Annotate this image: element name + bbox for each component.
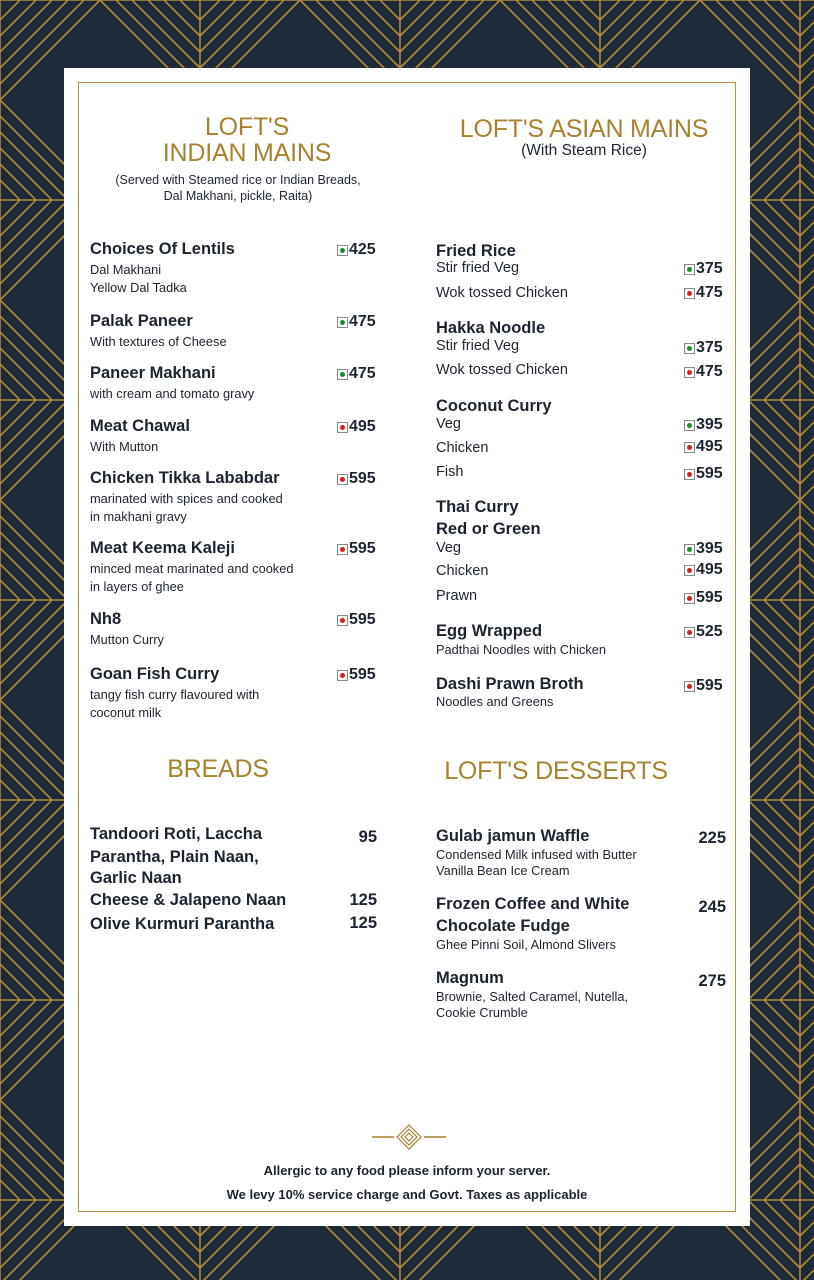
price-value: 595 bbox=[349, 540, 376, 557]
non-veg-indicator-icon bbox=[684, 442, 695, 453]
bread-item-name: Garlic Naan bbox=[90, 869, 182, 887]
price-value: 475 bbox=[696, 284, 723, 301]
asian-item-price bbox=[684, 540, 723, 558]
asian-item-option: Prawn bbox=[436, 588, 478, 604]
veg-indicator-icon bbox=[684, 544, 695, 555]
diamond-ornament-icon bbox=[370, 1124, 448, 1150]
asian-item-option: Fish bbox=[436, 464, 464, 480]
indian-mains-note-line2: Dal Makhani, pickle, Raita) bbox=[163, 189, 313, 203]
asian-item-name: Egg Wrapped bbox=[436, 622, 543, 640]
veg-indicator-icon bbox=[337, 317, 348, 328]
veg-indicator-icon bbox=[337, 245, 348, 256]
non-veg-indicator-icon bbox=[337, 615, 348, 626]
indian-item-name: Choices Of Lentils bbox=[90, 240, 235, 258]
indian-mains-heading-line1: LOFT'S bbox=[204, 113, 290, 141]
price-value: 375 bbox=[696, 260, 723, 277]
indian-item-desc: coconut milk bbox=[90, 705, 162, 720]
asian-item-price bbox=[684, 363, 723, 381]
asian-item-option: Stir fried Veg bbox=[436, 338, 520, 354]
asian-item-option: Chicken bbox=[436, 563, 489, 579]
indian-item-price bbox=[337, 611, 376, 629]
bread-item-name: Tandoori Roti, Laccha bbox=[90, 825, 263, 843]
price-value: 395 bbox=[696, 416, 723, 433]
non-veg-indicator-icon bbox=[684, 565, 695, 576]
price-value: 425 bbox=[349, 241, 376, 258]
price-value: 525 bbox=[696, 623, 723, 640]
price-value: 595 bbox=[696, 589, 723, 606]
indian-item-desc: With textures of Cheese bbox=[90, 334, 227, 349]
price-value: 595 bbox=[349, 666, 376, 683]
price-value: 125 bbox=[349, 891, 377, 909]
asian-item-name: Hakka Noodle bbox=[436, 319, 546, 337]
asian-item-price bbox=[684, 677, 723, 695]
price-value: 95 bbox=[358, 828, 377, 846]
asian-item-name-line2: Red or Green bbox=[436, 520, 541, 538]
indian-item-price bbox=[337, 540, 376, 558]
asian-item-price bbox=[684, 561, 723, 579]
indian-item-desc: in makhani gravy bbox=[90, 509, 187, 524]
dessert-item-name: Chocolate Fudge bbox=[436, 917, 570, 935]
non-veg-indicator-icon bbox=[337, 422, 348, 433]
dessert-item-desc: Ghee Pinni Soil, Almond Slivers bbox=[436, 937, 616, 952]
dessert-item-price bbox=[698, 972, 726, 991]
dessert-item-desc: Vanilla Bean Ice Cream bbox=[436, 863, 570, 878]
non-veg-indicator-icon bbox=[684, 367, 695, 378]
asian-item-option: Stir fried Veg bbox=[436, 260, 520, 276]
indian-item-name: Meat Chawal bbox=[90, 417, 190, 435]
price-value: 395 bbox=[696, 540, 723, 557]
asian-item-price bbox=[684, 465, 723, 483]
bread-item-price bbox=[349, 914, 377, 933]
non-veg-indicator-icon bbox=[684, 593, 695, 604]
asian-item-desc: Padthai Noodles with Chicken bbox=[436, 642, 607, 657]
non-veg-indicator-icon bbox=[337, 474, 348, 485]
asian-item-price bbox=[684, 589, 723, 607]
dessert-item-name: Magnum bbox=[436, 969, 504, 987]
indian-item-price bbox=[337, 666, 376, 684]
asian-item-option: Wok tossed Chicken bbox=[436, 362, 568, 378]
indian-item-price bbox=[337, 470, 376, 488]
bread-item-name: Cheese & Jalapeno Naan bbox=[90, 891, 287, 909]
price-value: 125 bbox=[349, 914, 377, 932]
indian-item-price bbox=[337, 418, 376, 436]
indian-item-desc: minced meat marinated and cooked bbox=[90, 561, 294, 576]
veg-indicator-icon bbox=[684, 420, 695, 431]
desserts-heading: LOFT'S DESSERTS bbox=[444, 757, 668, 785]
indian-mains-heading bbox=[78, 114, 416, 166]
indian-item-desc: Dal Makhani bbox=[90, 262, 162, 277]
bread-item-price bbox=[359, 828, 377, 847]
price-value: 375 bbox=[696, 339, 723, 356]
asian-mains-subheading: (With Steam Rice) bbox=[521, 142, 647, 159]
asian-item-option: Chicken bbox=[436, 440, 489, 456]
asian-item-price bbox=[684, 284, 723, 302]
indian-item-name: Goan Fish Curry bbox=[90, 665, 220, 683]
indian-item-desc: with cream and tomato gravy bbox=[90, 386, 255, 401]
indian-item-desc: With Mutton bbox=[90, 439, 159, 454]
indian-item-desc: in layers of ghee bbox=[90, 579, 184, 594]
dessert-item-name: Gulab jamun Waffle bbox=[436, 827, 590, 845]
non-veg-indicator-icon bbox=[684, 469, 695, 480]
asian-item-name: Coconut Curry bbox=[436, 397, 552, 415]
non-veg-indicator-icon bbox=[337, 670, 348, 681]
asian-item-option: Veg bbox=[436, 540, 461, 556]
asian-item-option: Veg bbox=[436, 416, 461, 432]
indian-item-name: Paneer Makhani bbox=[90, 364, 216, 382]
asian-item-price bbox=[684, 260, 723, 278]
asian-item-price bbox=[684, 339, 723, 357]
indian-item-price bbox=[337, 365, 376, 383]
bread-item-name: Olive Kurmuri Parantha bbox=[90, 915, 275, 933]
bread-item-price bbox=[349, 891, 377, 910]
price-value: 475 bbox=[349, 313, 376, 330]
allergy-notice: Allergic to any food please inform your server. bbox=[263, 1163, 551, 1178]
bread-item-name: Parantha, Plain Naan, bbox=[90, 848, 259, 866]
asian-item-name: Thai Curry bbox=[436, 498, 519, 516]
price-value: 245 bbox=[698, 898, 726, 916]
price-value: 225 bbox=[698, 829, 726, 847]
price-value: 595 bbox=[349, 470, 376, 487]
indian-item-name: Nh8 bbox=[90, 610, 122, 628]
indian-item-desc: marinated with spices and cooked bbox=[90, 491, 283, 506]
asian-mains-heading: LOFT'S ASIAN MAINS bbox=[459, 115, 709, 143]
price-value: 275 bbox=[698, 972, 726, 990]
price-value: 595 bbox=[696, 677, 723, 694]
indian-item-desc: Mutton Curry bbox=[90, 632, 164, 647]
dessert-item-desc: Condensed Milk infused with Butter bbox=[436, 847, 637, 862]
indian-item-name: Meat Keema Kaleji bbox=[90, 539, 235, 557]
dessert-item-price bbox=[698, 829, 726, 848]
non-veg-indicator-icon bbox=[337, 544, 348, 555]
price-value: 595 bbox=[696, 465, 723, 482]
non-veg-indicator-icon bbox=[684, 681, 695, 692]
veg-indicator-icon bbox=[684, 264, 695, 275]
price-value: 495 bbox=[349, 418, 376, 435]
indian-item-name: Chicken Tikka Lababdar bbox=[90, 469, 280, 487]
dessert-item-price bbox=[698, 898, 726, 917]
indian-item-name: Palak Paneer bbox=[90, 312, 193, 330]
asian-item-option: Wok tossed Chicken bbox=[436, 285, 568, 301]
indian-mains-heading-line2: INDIAN MAINS bbox=[162, 139, 332, 167]
asian-item-price bbox=[684, 416, 723, 434]
asian-item-price bbox=[684, 438, 723, 456]
price-value: 595 bbox=[349, 611, 376, 628]
non-veg-indicator-icon bbox=[684, 627, 695, 638]
indian-item-price bbox=[337, 241, 376, 259]
dessert-item-desc: Brownie, Salted Caramel, Nutella, bbox=[436, 989, 629, 1004]
indian-mains-note-line1: (Served with Steamed rice or Indian Breads, bbox=[115, 173, 361, 187]
indian-item-price bbox=[337, 313, 376, 331]
dessert-item-name: Frozen Coffee and White bbox=[436, 895, 630, 913]
asian-item-name: Dashi Prawn Broth bbox=[436, 675, 584, 693]
indian-mains-note bbox=[78, 172, 398, 204]
price-value: 495 bbox=[696, 438, 723, 455]
dessert-item-desc: Cookie Crumble bbox=[436, 1005, 528, 1020]
price-value: 475 bbox=[349, 365, 376, 382]
price-value: 495 bbox=[696, 561, 723, 578]
indian-item-desc: tangy fish curry flavoured with bbox=[90, 687, 260, 702]
price-value: 475 bbox=[696, 363, 723, 380]
asian-item-price bbox=[684, 623, 723, 641]
service-charge-notice: We levy 10% service charge and Govt. Taxes as applicable bbox=[226, 1187, 588, 1202]
non-veg-indicator-icon bbox=[684, 288, 695, 299]
breads-heading: BREADS bbox=[167, 755, 269, 783]
asian-item-name: Fried Rice bbox=[436, 242, 516, 260]
veg-indicator-icon bbox=[684, 343, 695, 354]
asian-item-desc: Noodles and Greens bbox=[436, 694, 554, 709]
veg-indicator-icon bbox=[337, 369, 348, 380]
indian-item-desc: Yellow Dal Tadka bbox=[90, 280, 187, 295]
